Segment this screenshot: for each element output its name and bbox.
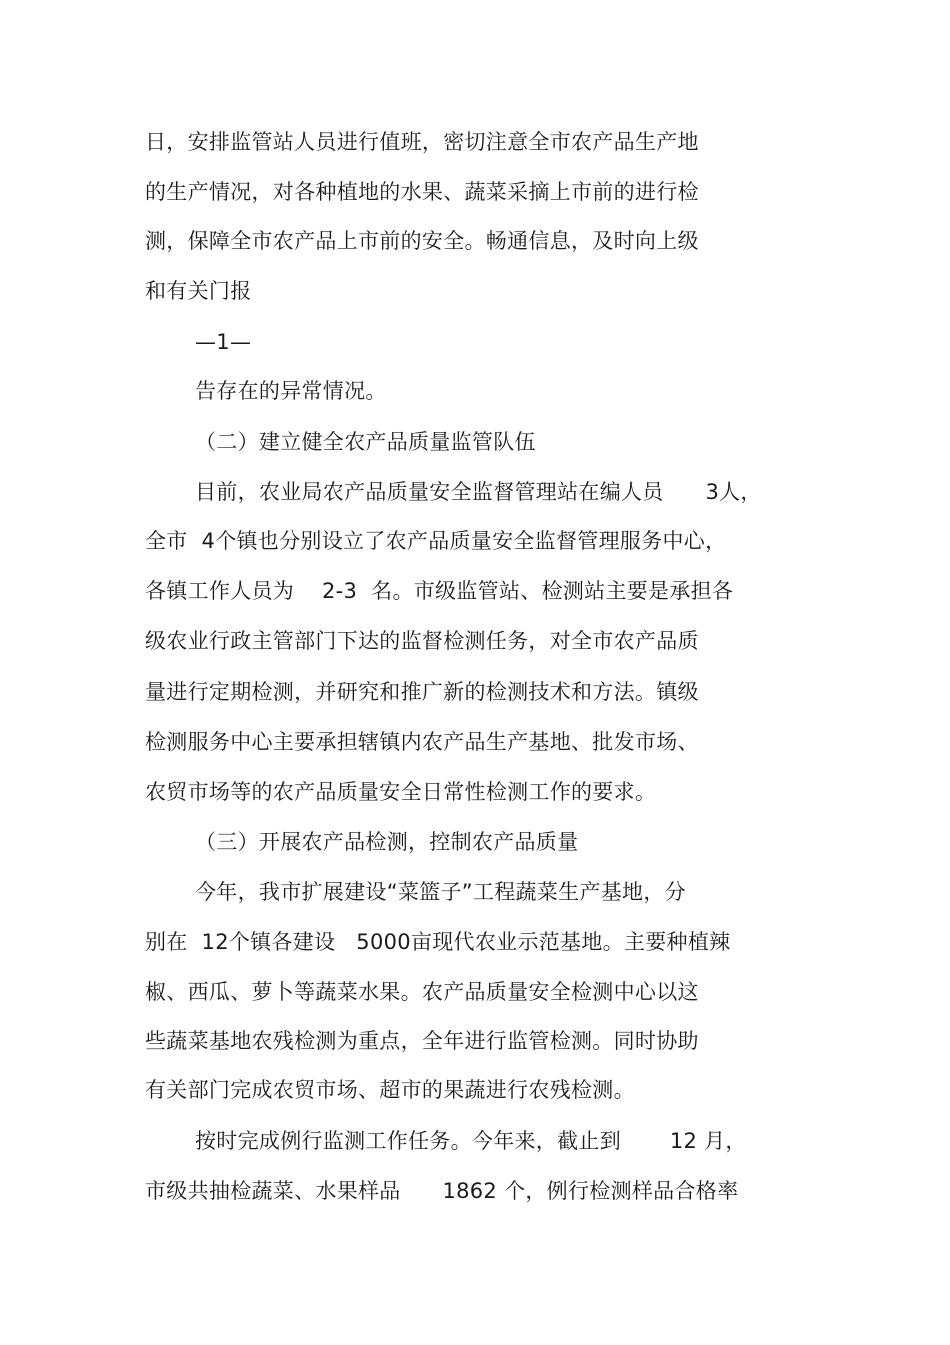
text-line: 级农业行政主管部门下达的监督检测任务，对全市农产品质 xyxy=(145,629,699,653)
text-line: 按时完成例行监测工作任务。今年来，截止到 12 月， xyxy=(195,1129,747,1153)
text-line: 椒、西瓜、萝卜等蔬菜水果。农产品质量安全检测中心以这 xyxy=(145,980,699,1004)
text-line: 农贸市场等的农产品质量安全日常性检测工作的要求。 xyxy=(145,780,657,804)
text-line: 测，保障全市农产品上市前的安全。畅通信息，及时向上级 xyxy=(145,229,699,253)
text-line: 各镇工作人员为 2-3 名。市级监管站、检测站主要是承担各 xyxy=(145,579,734,603)
text-line: 告存在的异常情况。 xyxy=(195,379,387,403)
text-line: 些蔬菜基地农残检测为重点，全年进行监管检测。同时协助 xyxy=(145,1029,699,1053)
text-line: 目前，农业局农产品质量安全监督管理站在编人员 3人， xyxy=(195,480,762,504)
text-line: 别在 12个镇各建设 5000亩现代农业示范基地。主要种植辣 xyxy=(145,930,731,954)
text-line: 和有关门报 xyxy=(145,279,252,303)
text-line: 全市 4个镇也分别设立了农产品质量安全监督管理服务中心， xyxy=(145,529,727,553)
text-line: 市级共抽检蔬菜、水果样品 1862 个，例行检测样品合格率 xyxy=(145,1179,739,1203)
section-heading: （二）建立健全农产品质量监管队伍 xyxy=(195,430,536,454)
text-line: 日，安排监管站人员进行值班，密切注意全市农产品生产地 xyxy=(145,130,699,154)
text-line: 的生产情况，对各种植地的水果、蔬菜采摘上市前的进行检 xyxy=(145,180,699,204)
section-heading: （三）开展农产品检测，控制农产品质量 xyxy=(195,830,579,854)
text-line: 检测服务中心主要承担辖镇内农产品生产基地、批发市场、 xyxy=(145,730,699,754)
text-line: 有关部门完成农贸市场、超市的果蔬进行农残检测。 xyxy=(145,1078,635,1102)
text-line: 量进行定期检测，并研究和推广新的检测技术和方法。镇级 xyxy=(145,680,699,704)
page-number: —1— xyxy=(195,330,252,354)
text-line: 今年，我市扩展建设“菜篮子”工程蔬菜生产基地，分 xyxy=(195,880,686,904)
